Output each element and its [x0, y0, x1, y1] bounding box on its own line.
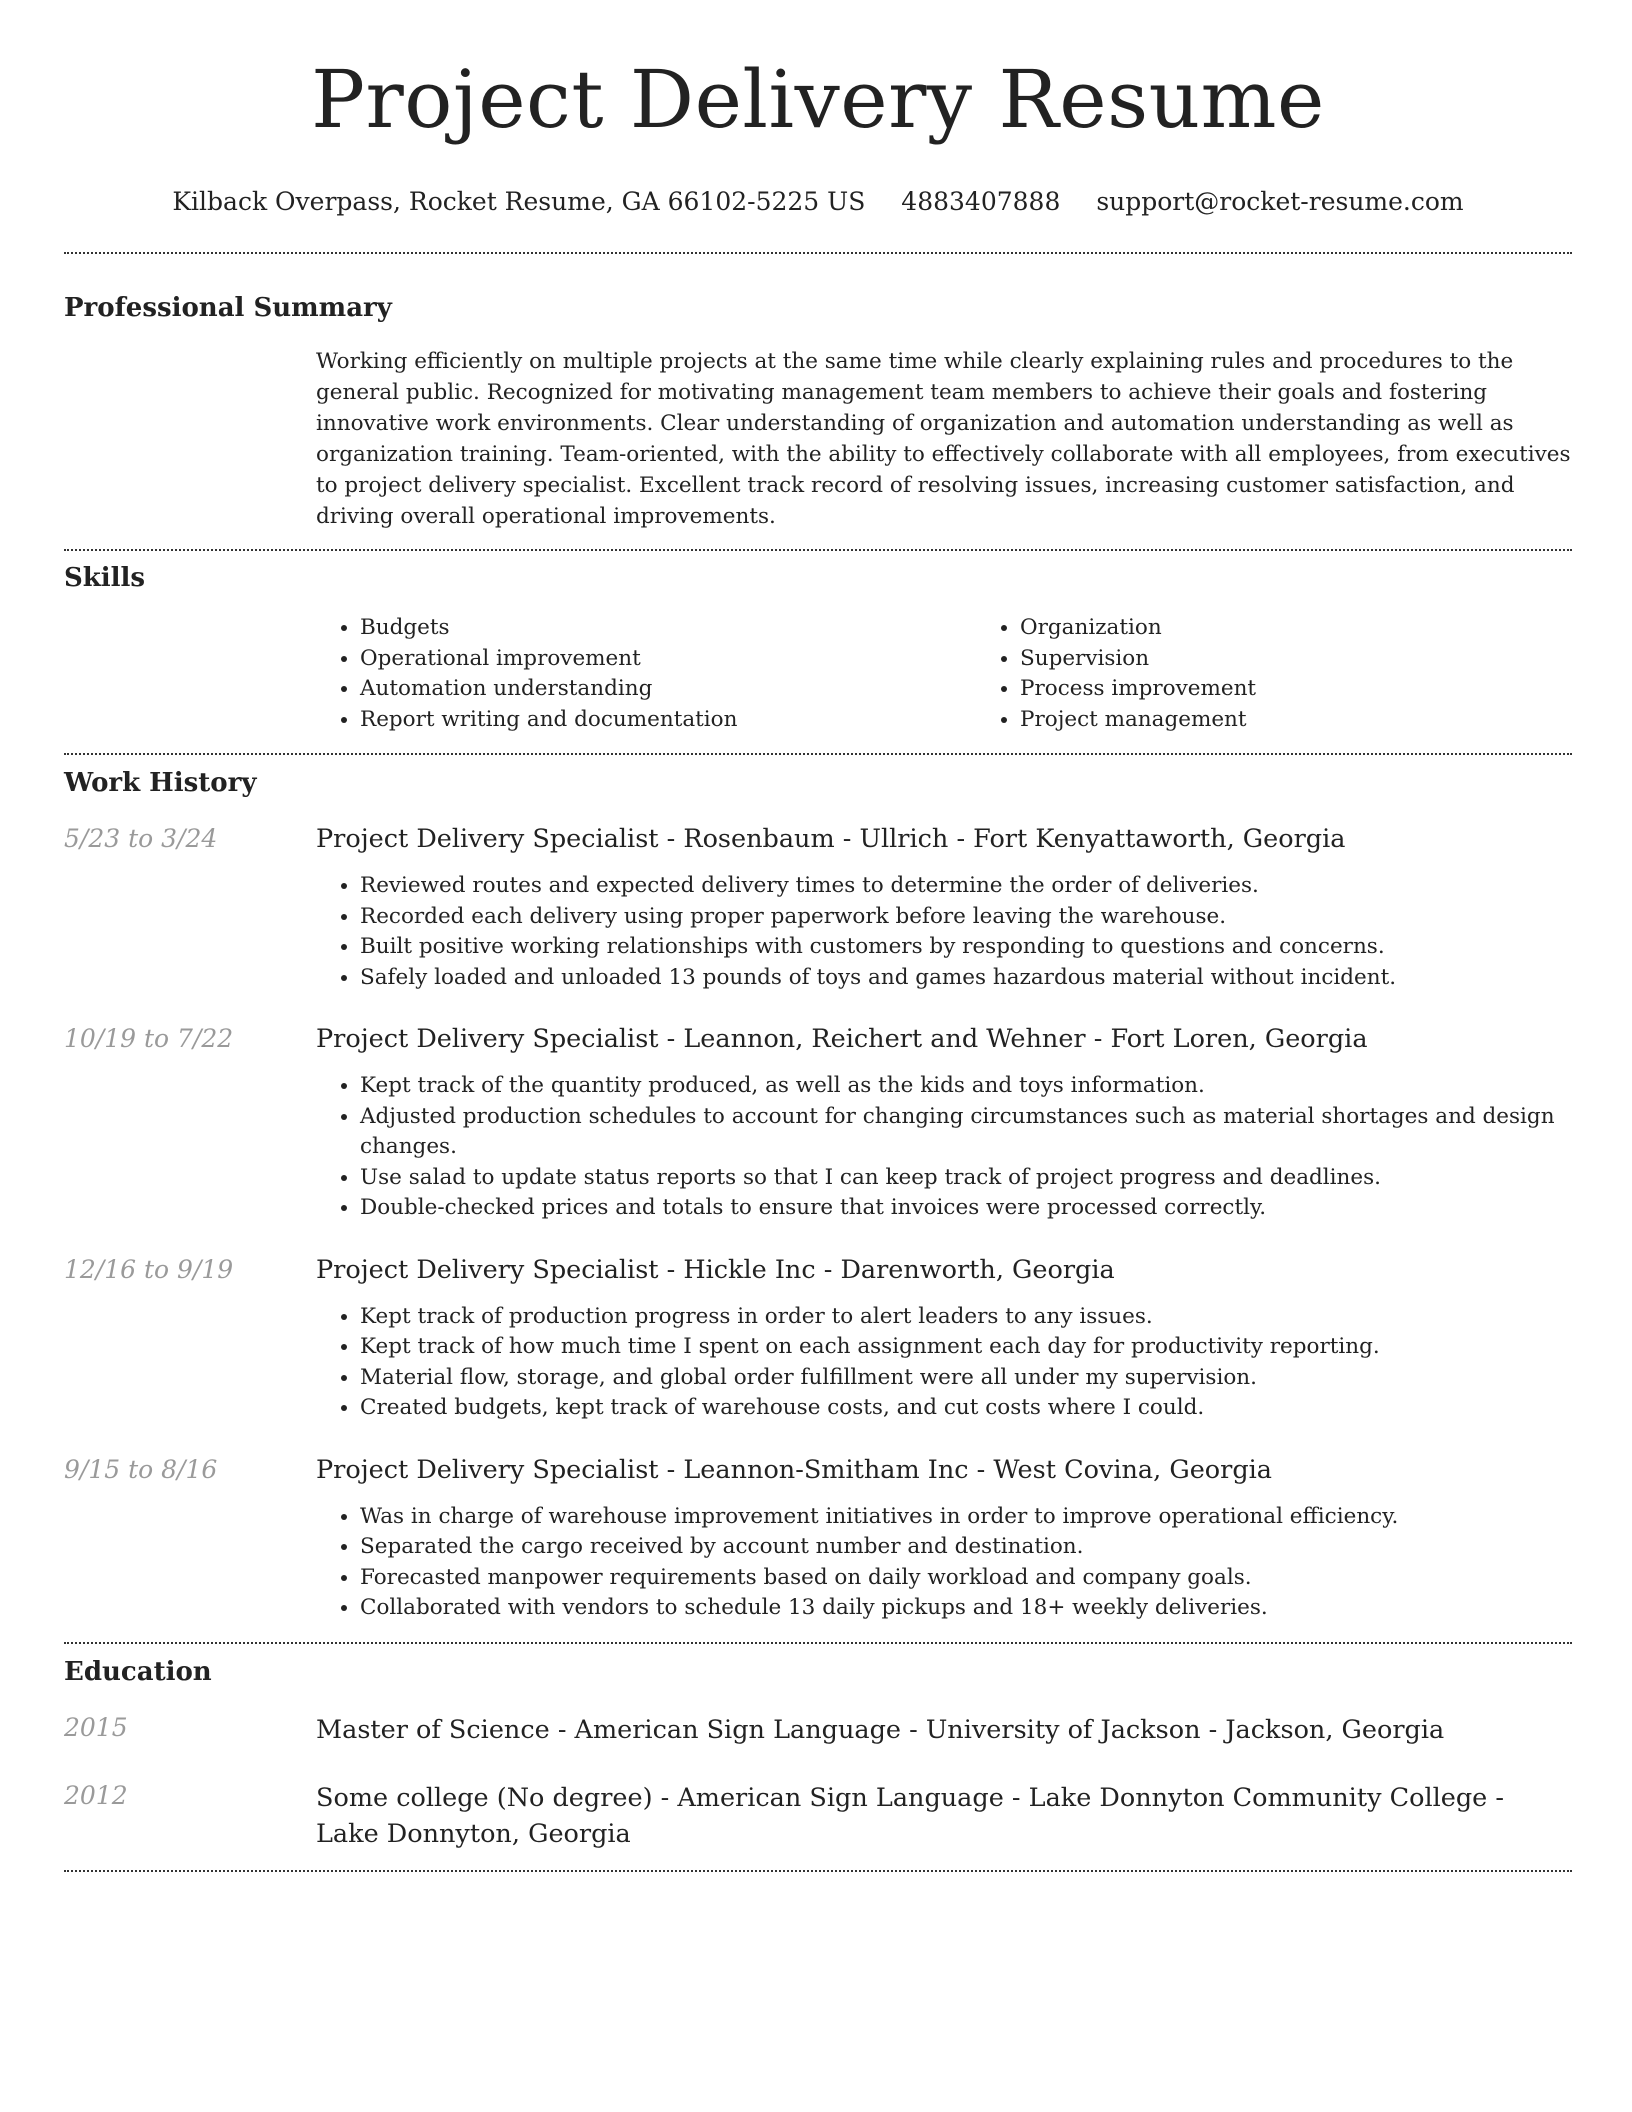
job-bullets [316, 1502, 1572, 1624]
section-divider [64, 1870, 1572, 1872]
skill-item: • Supervision [1020, 644, 1632, 675]
job-bullet: • Double-checked prices and totals to ensure that invoices were processed correctly. [360, 1193, 1572, 1224]
job-title: Project Delivery Specialist - Leannon-Smitham Inc - West Covina, Georgia [316, 1454, 1273, 1485]
work-history-heading: Work History [64, 768, 257, 798]
resume-page [64, 0, 1572, 1872]
job-dates: 5/23 to 3/24 [64, 824, 218, 853]
job-bullet: • Adjusted production schedules to account for changing circumstances such as material shortages and design changes. [360, 1102, 1572, 1163]
skills-list-right [976, 613, 1632, 735]
education-section [64, 1656, 1572, 1852]
job-dates: 10/19 to 7/22 [64, 1024, 234, 1053]
job-bullet: • Created budgets, kept track of warehouse costs, and cut costs where I could. [360, 1393, 1572, 1424]
job-bullet: • Separated the cargo received by account number and destination. [360, 1532, 1572, 1563]
resume-header [64, 0, 1572, 218]
education-title: Some college (No degree) - American Sign Language - Lake Donnyton Community College - Lake Donnyton, Georgia [316, 1782, 1504, 1849]
skill-item: • Organization [1020, 613, 1632, 644]
job-bullet: • Material flow, storage, and global order fulfillment were all under my supervision. [360, 1363, 1572, 1394]
education-heading: Education [64, 1656, 212, 1687]
resume-name: Project Delivery Resume [311, 53, 1325, 146]
skill-item: • Budgets [360, 613, 976, 644]
job-bullet: • Kept track of the quantity produced, as well as the kids and toys information. [360, 1071, 1572, 1102]
summary-heading: Professional Summary [64, 293, 392, 323]
skill-item: • Automation understanding [360, 674, 976, 705]
education-entry [64, 1780, 1572, 1852]
contact-email: support@rocket-resume.com [1096, 187, 1464, 216]
contact-address: Kilback Overpass, Rocket Resume, GA 66102-5225 US [172, 187, 866, 216]
job-entry [64, 1023, 1572, 1224]
skill-item: • Operational improvement [360, 644, 976, 675]
job-bullets [316, 871, 1572, 993]
contact-line [64, 186, 1572, 218]
job-bullets [316, 1071, 1572, 1224]
contact-phone: 4883407888 [901, 187, 1061, 216]
skill-item: • Process improvement [1020, 674, 1632, 705]
job-title: Project Delivery Specialist - Hickle Inc - Darenworth, Georgia [316, 1254, 1115, 1285]
job-bullet: • Use salad to update status reports so that I can keep track of project progress and deadlines. [360, 1163, 1572, 1194]
work-history-section [64, 767, 1572, 1624]
education-title: Master of Science - American Sign Language - University of Jackson - Jackson, Georgia [316, 1714, 1445, 1745]
education-entry [64, 1712, 1572, 1748]
section-divider [64, 549, 1572, 551]
job-bullet: • Collaborated with vendors to schedule 13 daily pickups and 18+ weekly deliveries. [360, 1593, 1572, 1624]
job-bullet: • Built positive working relationships with customers by responding to questions and concerns. [360, 932, 1572, 963]
job-entry [64, 1254, 1572, 1424]
job-bullet: • Reviewed routes and expected delivery times to determine the order of deliveries. [360, 871, 1572, 902]
section-divider [64, 1642, 1572, 1644]
section-divider [64, 753, 1572, 755]
education-year: 2012 [64, 1780, 128, 1810]
job-dates: 12/16 to 9/19 [64, 1254, 234, 1284]
job-title: Project Delivery Specialist - Rosenbaum - Ullrich - Fort Kenyattaworth, Georgia [316, 824, 1346, 854]
job-bullet: • Forecasted manpower requirements based on daily workload and company goals. [360, 1563, 1572, 1594]
education-year: 2015 [64, 1712, 128, 1742]
skills-list-left [316, 613, 976, 735]
summary-text: Working efficiently on multiple projects at the same time while clearly explaining rules and procedures to the general public. Recognized for motivating management team members to achieve their goals and fostering innovative work environments. Clear understanding of organization and automation understanding as well as organization training. Team-oriented, with the ability to effectively collaborate with all employees, from executives to project delivery specialist. Excellent track record of resolving issues, increasing customer satisfaction, and driving overall operational improvements. [316, 349, 1571, 529]
skill-item: • Project management [1020, 705, 1632, 736]
skills-heading: Skills [64, 563, 146, 593]
skill-item: • Report writing and documentation [360, 705, 976, 736]
job-bullets [316, 1302, 1572, 1424]
section-divider [64, 252, 1572, 254]
job-bullet: • Safely loaded and unloaded 13 pounds of toys and games hazardous material without incident. [360, 963, 1572, 994]
skills-section [64, 562, 1572, 735]
job-title: Project Delivery Specialist - Leannon, Reichert and Wehner - Fort Loren, Georgia [316, 1024, 1368, 1054]
job-dates: 9/15 to 8/16 [64, 1454, 218, 1484]
job-bullet: • Recorded each delivery using proper paperwork before leaving the warehouse. [360, 902, 1572, 933]
job-entry [64, 1454, 1572, 1624]
summary-section [64, 292, 1572, 532]
job-bullet: • Kept track of how much time I spent on each assignment each day for productivity reporting. [360, 1332, 1572, 1363]
job-bullet: • Was in charge of warehouse improvement initiatives in order to improve operational efficiency. [360, 1502, 1572, 1533]
job-bullet: • Kept track of production progress in order to alert leaders to any issues. [360, 1302, 1572, 1333]
job-entry [64, 823, 1572, 993]
